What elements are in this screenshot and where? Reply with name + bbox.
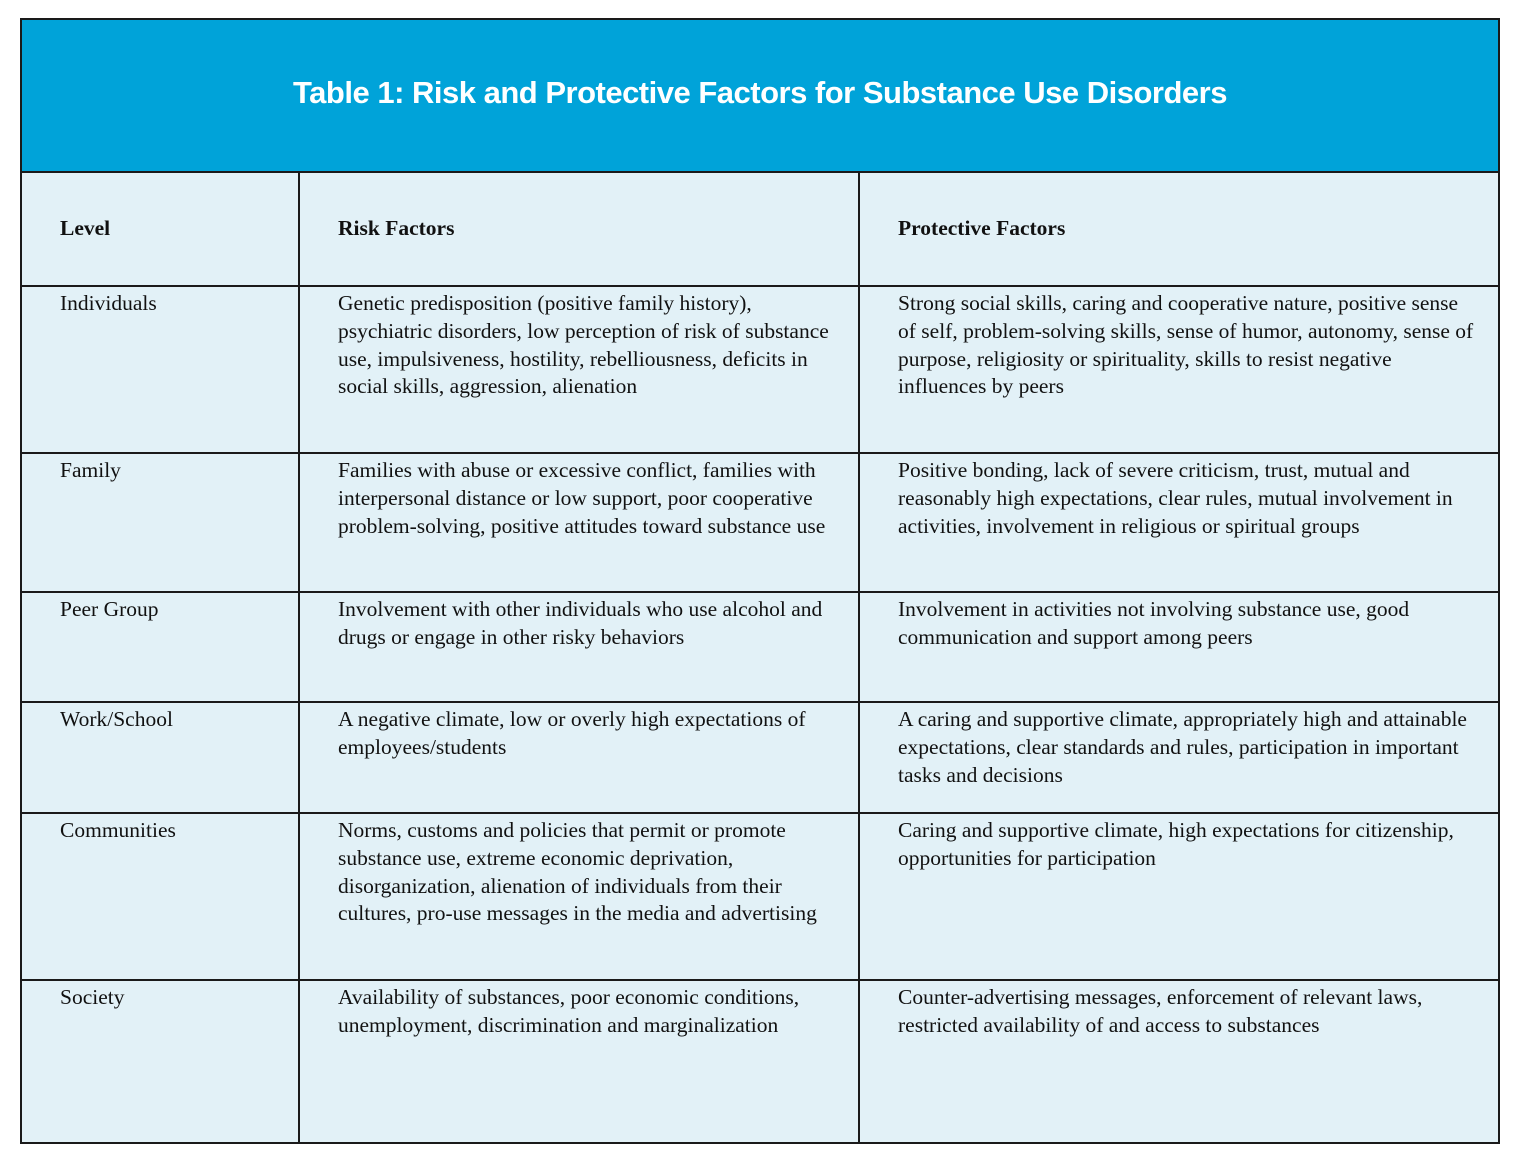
header-protective-factors: Protective Factors (859, 173, 1498, 286)
level-cell: Work/School (22, 702, 299, 813)
table-row (22, 592, 1498, 702)
protective-cell: Caring and supportive climate, high expectations for citizenship, opportunities for participation (859, 813, 1498, 980)
factors-table (20, 18, 1500, 1144)
header-risk-factors: Risk Factors (299, 173, 859, 286)
table-row (22, 813, 1498, 980)
protective-cell: Involvement in activities not involving substance use, good communication and support among peers (859, 592, 1498, 702)
level-cell: Communities (22, 813, 299, 980)
protective-cell: Positive bonding, lack of severe criticism, trust, mutual and reasonably high expectations, clear rules, mutual involvement in activities, involvement in religious or spiritual groups (859, 453, 1498, 592)
risk-cell: Availability of substances, poor economic conditions, unemployment, discrimination and marginalization (299, 980, 859, 1144)
header-row (22, 173, 1498, 286)
protective-cell: Counter-advertising messages, enforcement of relevant laws, restricted availability of and access to substances (859, 980, 1498, 1144)
risk-cell: Families with abuse or excessive conflict, families with interpersonal distance or low support, poor cooperative problem-solving, positive attitudes toward substance use (299, 453, 859, 592)
table-row (22, 702, 1498, 813)
factors-grid (22, 173, 1498, 1144)
table-row (22, 980, 1498, 1144)
header-level: Level (22, 173, 299, 286)
risk-cell: Norms, customs and policies that permit or promote substance use, extreme economic deprivation, disorganization, alienation of individuals from their cultures, pro-use messages in the media and advertising (299, 813, 859, 980)
protective-cell: A caring and supportive climate, appropriately high and attainable expectations, clear standards and rules, participation in important tasks and decisions (859, 702, 1498, 813)
level-cell: Family (22, 453, 299, 592)
risk-cell: Involvement with other individuals who use alcohol and drugs or engage in other risky behaviors (299, 592, 859, 702)
risk-cell: Genetic predisposition (positive family history), psychiatric disorders, low perception of risk of substance use, impulsiveness, hostility, rebelliousness, deficits in social skills, aggression, alienation (299, 286, 859, 453)
level-cell: Individuals (22, 286, 299, 453)
table-row (22, 453, 1498, 592)
level-cell: Peer Group (22, 592, 299, 702)
protective-cell: Strong social skills, caring and cooperative nature, positive sense of self, problem-solving skills, sense of humor, autonomy, sense of purpose, religiosity or spirituality, skills to resist negative influences by peers (859, 286, 1498, 453)
table-title-bar (22, 20, 1498, 173)
level-cell: Society (22, 980, 299, 1144)
table-row (22, 286, 1498, 453)
table-title: Table 1: Risk and Protective Factors for Substance Use Disorders (293, 74, 1227, 110)
risk-cell: A negative climate, low or overly high expectations of employees/students (299, 702, 859, 813)
